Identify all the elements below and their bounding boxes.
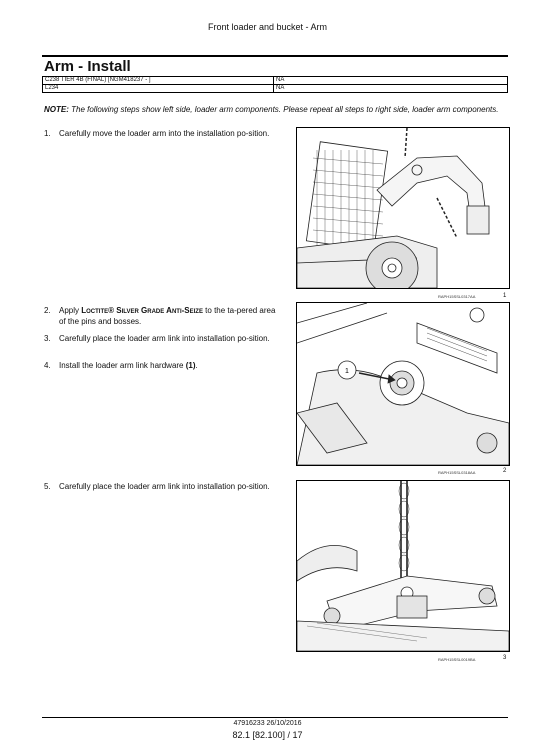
step-text: Carefully place the loader arm link into installation po-sition. (59, 334, 270, 343)
callout-ref: (1) (185, 361, 196, 370)
step-number: 5. (44, 482, 51, 491)
figure-2-arm-link (296, 302, 510, 466)
footer-doc-code: 47916233 26/10/2016 (233, 720, 302, 727)
note-text: The following steps show left side, loader arm components. Please repeat all steps to right side, loader arm components. (71, 105, 499, 114)
note (44, 104, 508, 116)
figure-2-code: RAPH15SSL0318AA (438, 470, 476, 475)
figure-3-arm-link-chain (296, 480, 510, 652)
step-text: Carefully move the loader arm into the installation po-sition. (59, 129, 270, 138)
step-5 (44, 481, 276, 492)
page-title: Arm - Install (44, 58, 131, 75)
product-name: Loctite® Silver Grade Anti-Seize (81, 306, 203, 315)
note-label: NOTE: (44, 105, 69, 114)
step-3 (44, 333, 276, 344)
value-cell: NA (274, 85, 508, 93)
step-text-post: to the ta-pered area of the pins and bosses. (59, 306, 276, 326)
step-number: 1. (44, 129, 51, 138)
table-row (43, 85, 508, 93)
step-text-post: . (195, 361, 198, 370)
figure-1-number: 1 (503, 293, 507, 299)
figure-2-number: 2 (503, 468, 507, 474)
title-rule (42, 55, 508, 57)
step-1 (44, 128, 276, 139)
step-2 (44, 305, 276, 327)
step-number: 4. (44, 361, 51, 370)
step-text (59, 305, 276, 327)
step-text-pre: Install the loader arm link hardware (59, 361, 186, 370)
running-header: Front loader and bucket - Arm (207, 22, 328, 32)
step-text: Carefully place the loader arm link into installation po-sition. (59, 482, 270, 491)
figure-1-code: RAPH15SSL0317AA (438, 294, 476, 299)
figure-3-number: 3 (503, 655, 507, 661)
step-text (59, 360, 276, 371)
step-number: 2. (44, 306, 51, 315)
step-4 (44, 360, 276, 371)
step-number: 3. (44, 334, 51, 343)
callout-number: 1 (345, 368, 349, 375)
model-cell: L234 (43, 85, 274, 93)
model-cell: C238 TIER 4B (FINAL) [NGM418237 - ] (43, 77, 274, 85)
step-text-pre: Apply (59, 306, 82, 315)
figure-1-loader-arm (296, 127, 510, 289)
applicability-table (42, 76, 508, 93)
footer-page-number: 82.1 [82.100] / 17 (232, 730, 303, 740)
table-row (43, 77, 508, 85)
value-cell: NA (274, 77, 508, 85)
figure-3-code: RAPH15SSL0019BA (438, 657, 476, 662)
footer-rule (42, 717, 508, 718)
